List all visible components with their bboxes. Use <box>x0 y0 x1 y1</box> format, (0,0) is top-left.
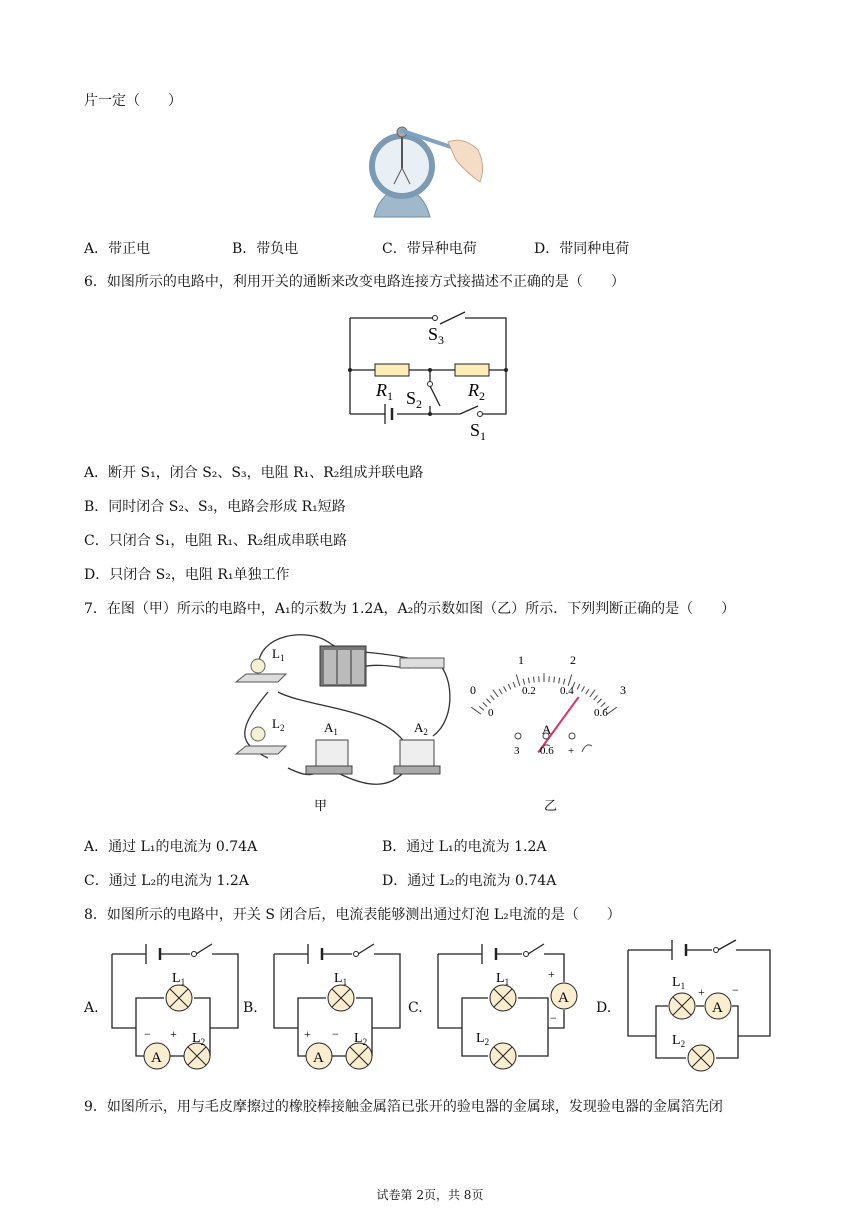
meter-tick <box>597 699 601 703</box>
meter-tick <box>523 679 524 685</box>
q7-option-a[interactable]: A．通过 L₁的电流为 0.74A <box>84 839 258 855</box>
meter-tick <box>563 679 564 685</box>
q6-stem: 6．如图所示的电路中，利用开关的通断来改变电路连接方式接描述不正确的是（ ） <box>84 274 625 290</box>
terminal-06: 0.6 <box>540 745 554 757</box>
q6-circuit-figure <box>340 306 520 446</box>
r1-label: $R_1$ <box>376 380 393 403</box>
q7-option-b[interactable]: B．通过 L₁的电流为 1.2A <box>382 839 547 855</box>
s1-label: $S_1$ <box>470 420 487 443</box>
terminal-3: 3 <box>514 745 520 757</box>
svg-text:+: + <box>548 967 555 981</box>
svg-text:L2: $L_2$ <box>476 1031 490 1047</box>
photo-l1-label: $L_1$ <box>272 646 285 663</box>
upper-scale-1: 1 <box>518 653 524 667</box>
photo-a2-label: $A_2$ <box>414 720 428 737</box>
q8-option-c[interactable]: C. <box>408 1000 423 1016</box>
q8-circuit-c <box>432 938 592 1070</box>
meter-tick <box>516 674 520 685</box>
svg-text:+: + <box>304 1027 311 1041</box>
svg-text:L1: $L_1$ <box>672 975 686 991</box>
page-footer: 试卷第 2页，共 8页 <box>376 1188 484 1202</box>
q5-option-b[interactable]: B．带负电 <box>232 241 299 257</box>
q6-option-c[interactable]: C．只闭合 S₁，电阻 R₁、R₂组成串联电路 <box>84 533 348 549</box>
meter-tick <box>582 686 585 691</box>
svg-text:−: − <box>550 1011 557 1025</box>
meter-tick <box>493 690 498 697</box>
lower-scale-06: 0.6 <box>594 707 608 719</box>
s3-label: $S_3$ <box>428 324 445 347</box>
ammeter-dial-figure <box>464 640 644 816</box>
upper-scale-3: 3 <box>620 683 626 697</box>
meter-tick <box>607 707 617 714</box>
meter-unit: A <box>542 722 552 737</box>
svg-text:−: − <box>144 1027 151 1041</box>
meter-tick <box>504 686 507 691</box>
upper-scale-0: 0 <box>470 683 476 697</box>
electroscope-figure <box>360 122 490 218</box>
svg-text:L1: $L_1$ <box>334 971 348 987</box>
svg-text:A: A <box>151 1050 162 1066</box>
q8-circuit-b <box>268 938 408 1070</box>
meter-tick <box>508 684 511 689</box>
svg-text:L1: $L_1$ <box>172 971 186 987</box>
s2-label: $S_2$ <box>406 388 423 411</box>
svg-text:L2: $L_2$ <box>354 1031 368 1047</box>
lower-scale-02: 0.2 <box>522 685 536 697</box>
meter-tick <box>471 707 481 714</box>
photo-a1-label: $A_1$ <box>324 720 338 737</box>
caption-yi: 乙 <box>544 798 558 813</box>
meter-tick <box>490 695 494 700</box>
lower-scale-0: 0 <box>488 707 494 719</box>
photo-l2-label: $L_2$ <box>272 716 285 733</box>
svg-text:−: − <box>732 983 739 997</box>
meter-tick <box>499 689 502 694</box>
q5-option-d[interactable]: D．带同种电荷 <box>534 241 630 257</box>
svg-text:L1: $L_1$ <box>496 971 510 987</box>
q8-circuit-a <box>106 938 246 1070</box>
meter-tick <box>577 684 580 689</box>
q6-option-a[interactable]: A．断开 S₁，闭合 S₂、S₃，电阻 R₁、R₂组成并联电路 <box>84 465 424 481</box>
lower-scale-04: 0.4 <box>560 685 574 697</box>
meter-tick <box>594 695 598 700</box>
meter-tick <box>483 702 487 706</box>
question-continuation: 片一定（ ） <box>84 93 182 109</box>
svg-text:L2: $L_2$ <box>672 1033 686 1049</box>
svg-text:A: A <box>313 1050 324 1066</box>
q7-circuit-photo-figure <box>228 628 464 816</box>
meter-tick <box>559 677 560 683</box>
svg-text:A: A <box>712 1000 723 1016</box>
q7-option-c[interactable]: C．通过 L₂的电流为 1.2A <box>84 873 249 889</box>
q6-option-b[interactable]: B．同时闭合 S₂、S₃，电路会形成 R₁短路 <box>84 499 346 515</box>
q5-option-a[interactable]: A．带正电 <box>84 241 151 257</box>
meter-tick <box>586 689 589 694</box>
meter-tick <box>601 702 605 706</box>
svg-text:L2: $L_2$ <box>192 1031 206 1047</box>
q8-option-a[interactable]: A. <box>84 1000 99 1016</box>
caption-jia: 甲 <box>314 798 328 813</box>
meter-tick <box>533 677 534 683</box>
meter-tick <box>513 682 515 688</box>
terminal-plus: + <box>568 745 575 757</box>
q7-option-d[interactable]: D．通过 L₂的电流为 0.74A <box>382 873 557 889</box>
meter-tick <box>486 699 490 703</box>
q9-stem: 9．如图所示，用与毛皮摩擦过的橡胶棒接触金属箔已张开的验电器的金属球，发现验电器的金属箔先闭 <box>84 1099 723 1115</box>
q8-option-d[interactable]: D. <box>596 1000 612 1016</box>
q8-option-b[interactable]: B. <box>243 1000 258 1016</box>
upper-scale-2: 2 <box>570 653 576 667</box>
svg-text:A: A <box>558 990 569 1006</box>
q8-stem: 8．如图所示的电路中，开关 S 闭合后，电流表能够测出通过灯泡 L₂电流的是（ ） <box>84 907 621 923</box>
svg-text:+: + <box>170 1027 177 1041</box>
meter-tick <box>528 677 529 683</box>
q8-circuit-d <box>620 932 780 1072</box>
meter-tick <box>554 677 555 683</box>
meter-tick <box>590 690 595 697</box>
meter-tick <box>479 706 484 710</box>
q7-stem: 7．在图（甲）所示的电路中，A₁的示数为 1.2A，A₂的示数如图（乙）所示．下列判断正确的是（ ） <box>84 601 736 617</box>
svg-text:−: − <box>332 1027 339 1041</box>
svg-text:+: + <box>698 985 705 999</box>
r2-label: $R_2$ <box>468 380 485 403</box>
q5-option-c[interactable]: C．带异种电荷 <box>382 241 477 257</box>
q6-option-d[interactable]: D．只闭合 S₂，电阻 R₁单独工作 <box>84 567 290 583</box>
